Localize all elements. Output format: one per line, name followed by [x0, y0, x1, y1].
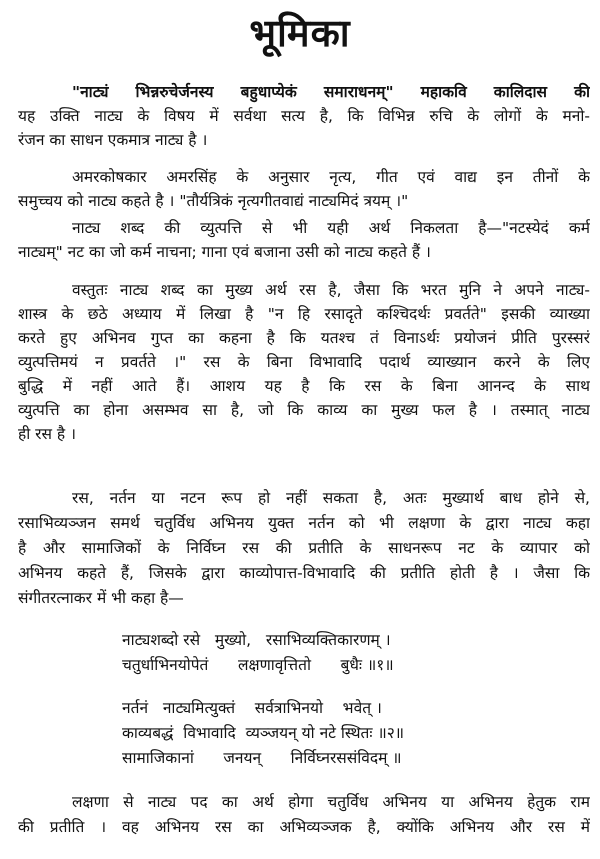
- paragraph-2-line-2: समुच्चय को नाट्य कहते है । "तौर्यत्रिकं नृत्यगीतवाद्यं नाट्यमिदं त्रयम् ।": [18, 192, 409, 210]
- paragraph-4-line-1: वस्तुतः नाट्य शब्द का मुख्य अर्थ रस है, जैसा कि भरत मुनि ने अपने नाट्य-: [72, 281, 590, 299]
- verse-2-line-2: काव्यबद्धं विभावादि व्यञ्जयन् यो नटे स्थितः ॥२॥: [122, 724, 405, 742]
- paragraph-1-line-1: "नाट्यं भिन्नरुचेर्जनस्य बहुधाप्येकं समाराधनम्" महाकवि कालिदास की: [72, 83, 590, 101]
- paragraph-3-line-2: नाट्यम्" नट का जो कर्म नाचना; गाना एवं बजाना उसी को नाट्य कहते हैं ।: [18, 243, 431, 261]
- paragraph-4-line-4: व्युत्पत्तिमयं न प्रवर्तते ।" रस के बिना विभावादि पदार्थ व्याख्यान करने के लिए: [18, 353, 590, 371]
- paragraph-4-line-6: व्युत्पत्ति का होना असम्भव सा है, जो कि काव्य का मुख्य फल है । तस्मात् नाट्य: [18, 401, 590, 419]
- paragraph-3-line-1: नाट्य शब्द की व्युत्पत्ति से भी यही अर्थ निकलता है—"नटस्येदं कर्म: [72, 219, 590, 237]
- paragraph-1-line-2: यह उक्ति नाट्य के विषय में सर्वथा सत्य है, कि विभिन्न रुचि के लोगों के मनो-: [18, 107, 590, 125]
- paragraph-5-line-4: अभिनय कहते हैं, जिसके द्वारा काव्योपात्त-विभावादि की प्रतीति होती है । जैसा कि: [18, 564, 590, 582]
- verse-1-line-1: नाट्यशब्दो रसे मुख्यो, रसाभिव्यक्तिकारणम् ।: [122, 631, 391, 649]
- paragraph-2-line-1: अमरकोषकार अमरसिंह के अनुसार नृत्य, गीत एवं वाद्य इन तीनों के: [72, 168, 590, 186]
- verse-1-line-2: चतुर्धाभिनयोपेतं लक्षणावृत्तितो बुधैः ॥१॥: [122, 656, 394, 674]
- paragraph-1-line-3: रंजन का साधन एकमात्र नाट्य है ।: [18, 131, 208, 149]
- verse-2-line-3: सामाजिकानां जनयन् निर्विघ्नरससंविदम् ॥: [122, 749, 402, 767]
- page-title: भूमिका: [249, 11, 351, 55]
- paragraph-5-line-2: रसाभिव्यञ्जन समर्थ चतुर्विध अभिनय युक्त नर्तन को भी लक्षणा के द्वारा नाट्य कहा: [18, 514, 590, 532]
- paragraph-4-line-2: शास्त्र के छठे अध्याय में लिखा है "न हि रसादृते कश्चिदर्थः प्रवर्तते" इसकी व्याख्या: [18, 305, 590, 323]
- paragraph-5-line-5: संगीतरत्नाकर में भी कहा है—: [18, 589, 184, 607]
- paragraph-6-line-1: लक्षणा से नाट्य पद का अर्थ होगा चतुर्विध अभिनय या अभिनय हेतुक राम: [72, 793, 590, 811]
- paragraph-4-line-3: करते हुए अभिनव गुप्त का कहना है कि यतश्च तं विनाऽर्थः प्रयोजनं प्रीति पुरस्सरं: [18, 329, 590, 347]
- verse-2-line-1: नर्तनं नाट्यमित्युक्तं सर्वत्राभिनयो भवेत् ।: [122, 699, 382, 717]
- paragraph-4-line-5: बुद्धि में नहीं आते हैं। आशय यह है कि रस के बिना आनन्द के साथ: [18, 377, 590, 395]
- paragraph-4-line-7: ही रस है ।: [18, 425, 76, 443]
- paragraph-5-line-3: है और सामाजिकों के निर्विघ्न रस की प्रतीति के साधनरूप नट के व्यापार को: [18, 539, 590, 557]
- paragraph-5-line-1: रस, नर्तन या नटन रूप हो नहीं सकता है, अतः मुख्यार्थ बाध होने से,: [72, 489, 590, 507]
- paragraph-6-line-2: की प्रतीति । वह अभिनय रस का अभिव्यञ्जक है, क्योंकि अभिनय और रस में: [18, 818, 590, 836]
